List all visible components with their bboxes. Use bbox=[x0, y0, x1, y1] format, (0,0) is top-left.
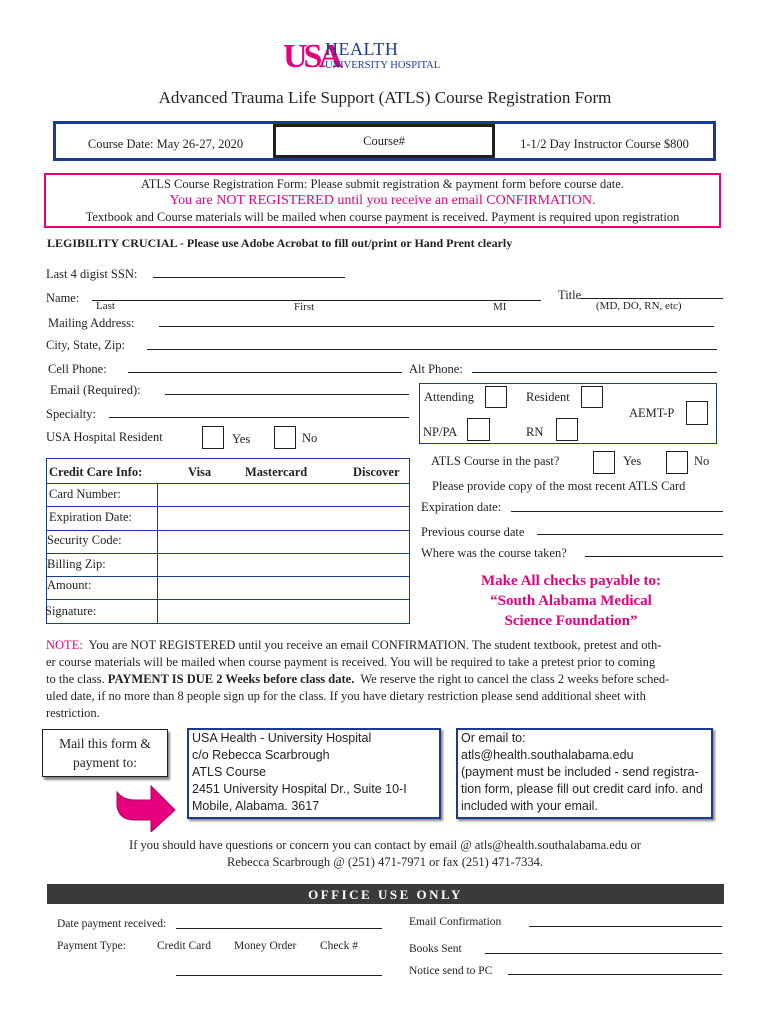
past-course-yes-label: Yes bbox=[623, 454, 642, 468]
billing-zip-label: Billing Zip: bbox=[47, 557, 106, 571]
card-type-mastercard[interactable]: Mastercard bbox=[245, 465, 308, 479]
date-received-input[interactable] bbox=[176, 928, 382, 929]
note-line-3c: We reserve the right to cancel the class 2 weeks before sched- bbox=[360, 672, 670, 686]
note-line-2: er course materials will be mailed when course payment is received. You will be required to take a pretest prior to coming bbox=[46, 655, 656, 669]
past-course-no-checkbox[interactable] bbox=[666, 451, 688, 474]
checks-payable-line-2: “South Alabama Medical bbox=[490, 593, 652, 609]
page-title: Advanced Trauma Life Support (ATLS) Course Registration Form bbox=[158, 88, 612, 107]
email-box-line-4: tion form, please fill out credit card info. and bbox=[461, 782, 703, 796]
specialty-input[interactable] bbox=[109, 417, 409, 418]
email-label: Email (Required): bbox=[50, 383, 141, 397]
security-code-label: Security Code: bbox=[47, 533, 122, 547]
previous-course-date-label: Previous course date bbox=[421, 525, 525, 539]
notice-pc-input[interactable] bbox=[508, 974, 722, 975]
payment-type-credit[interactable]: Credit Card bbox=[157, 940, 211, 952]
role-aemt-label: AEMT-P bbox=[629, 406, 675, 420]
name-first-caption: First bbox=[294, 301, 315, 313]
course-number-field[interactable]: Course# bbox=[273, 124, 495, 158]
specialty-label: Specialty: bbox=[46, 407, 96, 421]
address-line-4: 2451 University Hospital Dr., Suite 10-I bbox=[192, 782, 407, 796]
contact-line-2: Rebecca Scarbrough @ (251) 471-7971 or fax (251) 471-7334. bbox=[227, 855, 543, 869]
legibility-notice: LEGIBILITY CRUCIAL - Please use Adobe Acrobat to fill out/print or Hand Prent clearly bbox=[47, 236, 513, 250]
mail-form-label-box bbox=[42, 729, 168, 777]
card-number-label: Card Number: bbox=[49, 487, 121, 501]
note-line-1: You are NOT REGISTERED until you receive an email CONFIRMATION. The student textbook, pretest and oth- bbox=[88, 638, 662, 652]
course-info-bar bbox=[53, 121, 716, 161]
mailing-address-box bbox=[187, 728, 441, 819]
amount-input[interactable] bbox=[158, 577, 409, 599]
usa-logo-mark: USA bbox=[283, 38, 340, 75]
resident-yes-label: Yes bbox=[232, 432, 251, 446]
card-type-discover[interactable]: Discover bbox=[353, 465, 400, 479]
role-np-label: NP/PA bbox=[423, 425, 458, 439]
role-selection-box bbox=[419, 383, 717, 444]
past-course-yes-checkbox[interactable] bbox=[593, 451, 615, 474]
notice-line-2: You are NOT REGISTERED until you receive an email CONFIRMATION. bbox=[169, 193, 596, 208]
ssn-label: Last 4 digist SSN: bbox=[46, 267, 138, 281]
payment-type-money-order[interactable]: Money Order bbox=[234, 940, 297, 952]
address-line-5: Mobile, Alabama. 3617 bbox=[192, 799, 320, 813]
name-mi-caption: MI bbox=[493, 301, 507, 313]
resident-no-checkbox[interactable] bbox=[274, 426, 296, 449]
note-paragraph bbox=[46, 637, 726, 722]
payment-type-check[interactable]: Check # bbox=[320, 940, 359, 952]
mail-label-line-2: payment to: bbox=[72, 755, 138, 770]
expiration-date-label: Expiration Date: bbox=[49, 510, 132, 524]
where-taken-label: Where was the course taken? bbox=[421, 546, 567, 560]
cell-phone-label: Cell Phone: bbox=[48, 362, 107, 376]
cell-phone-input[interactable] bbox=[128, 372, 402, 373]
past-course-no-label: No bbox=[694, 454, 710, 468]
notice-line-3: Textbook and Course materials will be mailed when course payment is received. Payment is required upon registration bbox=[85, 210, 680, 224]
email-confirmation-label: Email Confirmation bbox=[409, 916, 502, 928]
resident-question-label: USA Hospital Resident bbox=[46, 430, 163, 444]
mail-label-line-1: Mail this form & bbox=[59, 736, 151, 751]
address-line-3: ATLS Course bbox=[192, 765, 267, 779]
email-box-line-5: included with your email. bbox=[461, 799, 598, 813]
signature-label: Signature: bbox=[45, 604, 97, 618]
date-received-label: Date payment received: bbox=[57, 918, 167, 930]
email-submission-box bbox=[456, 728, 713, 819]
note-line-3a: to the class. bbox=[46, 672, 105, 686]
contact-line-1: If you should have questions or concern you can contact by email @ atls@health.southalabama.edu or bbox=[129, 838, 641, 852]
card-type-visa[interactable]: Visa bbox=[188, 465, 212, 479]
note-label: NOTE: bbox=[46, 638, 83, 652]
amount-label: Amount: bbox=[47, 578, 92, 592]
security-code-input[interactable] bbox=[158, 531, 409, 553]
books-sent-label: Books Sent bbox=[409, 943, 462, 955]
logo-health-text: HEALTH bbox=[325, 39, 399, 59]
office-use-header: OFFICE USE ONLY bbox=[47, 884, 724, 904]
name-input[interactable] bbox=[92, 300, 541, 301]
name-last-caption: Last bbox=[96, 300, 115, 312]
where-taken-input[interactable] bbox=[585, 556, 723, 557]
email-confirmation-input[interactable] bbox=[529, 926, 722, 927]
email-box-address[interactable]: atls@health.southalabama.edu bbox=[461, 748, 634, 762]
signature-input[interactable] bbox=[158, 600, 409, 622]
role-aemt-checkbox[interactable] bbox=[686, 401, 708, 425]
role-attending-checkbox[interactable] bbox=[485, 386, 507, 408]
course-type: 1-1/2 Day Instructor Course $800 bbox=[520, 136, 689, 151]
alt-phone-label: Alt Phone: bbox=[409, 362, 463, 376]
note-line-5: restriction. bbox=[46, 706, 100, 720]
role-attending-label: Attending bbox=[424, 390, 474, 404]
mailing-address-label: Mailing Address: bbox=[48, 316, 135, 330]
checks-payable-line-3: Science Foundation” bbox=[504, 613, 638, 629]
past-course-question: ATLS Course in the past? bbox=[431, 454, 560, 468]
credit-card-table bbox=[46, 458, 410, 624]
card-number-input[interactable] bbox=[158, 484, 409, 506]
email-box-line-3: (payment must be included - send registra- bbox=[461, 765, 699, 779]
note-line-3b: PAYMENT IS DUE 2 Weeks before class date. bbox=[107, 672, 355, 686]
check-number-input[interactable] bbox=[176, 975, 382, 976]
notice-pc-label: Notice send to PC bbox=[409, 965, 493, 977]
payment-type-label: Payment Type: bbox=[57, 940, 126, 952]
resident-no-label: No bbox=[302, 431, 318, 445]
title-input[interactable] bbox=[580, 298, 723, 299]
note-line-4: uled date, if no more than 8 people sign up for the class. If you have dietary restriction please send additional sheet with bbox=[46, 689, 646, 703]
address-line-2: c/o Rebecca Scarbrough bbox=[192, 748, 330, 762]
billing-zip-input[interactable] bbox=[158, 554, 409, 576]
previous-course-date-input[interactable] bbox=[537, 534, 723, 535]
mailing-address-input[interactable] bbox=[159, 326, 714, 327]
email-input[interactable] bbox=[165, 394, 409, 395]
ssn-input[interactable] bbox=[153, 277, 345, 278]
role-rn-checkbox[interactable] bbox=[556, 418, 578, 441]
title-label: Title bbox=[558, 288, 582, 302]
checks-payable-line-1: Make All checks payable to: bbox=[481, 573, 661, 589]
email-box-line-1: Or email to: bbox=[461, 731, 526, 745]
city-state-zip-input[interactable] bbox=[147, 349, 717, 350]
registration-notice bbox=[44, 173, 721, 228]
role-resident-checkbox[interactable] bbox=[581, 386, 603, 408]
expiration-date-input[interactable] bbox=[158, 507, 409, 530]
role-resident-label: Resident bbox=[526, 390, 570, 404]
address-line-1: USA Health - University Hospital bbox=[192, 731, 372, 745]
alt-phone-input[interactable] bbox=[472, 372, 717, 373]
logo-hospital-text: UNIVERSITY HOSPITAL bbox=[325, 60, 441, 71]
credit-card-header: Credit Care Info: bbox=[49, 465, 143, 479]
past-expiration-label: Expiration date: bbox=[421, 500, 502, 514]
name-label: Name: bbox=[46, 291, 80, 305]
course-date: Course Date: May 26-27, 2020 bbox=[87, 136, 244, 151]
role-rn-label: RN bbox=[526, 425, 544, 439]
pink-right-arrow-icon bbox=[113, 778, 177, 832]
role-np-checkbox[interactable] bbox=[467, 418, 490, 441]
books-sent-input[interactable] bbox=[485, 953, 722, 954]
atls-card-copy-text: Please provide copy of the most recent ATLS Card bbox=[432, 479, 686, 493]
notice-line-1: ATLS Course Registration Form: Please submit registration & payment form before course date. bbox=[141, 177, 624, 191]
city-state-zip-label: City, State, Zip: bbox=[46, 338, 126, 352]
resident-yes-checkbox[interactable] bbox=[202, 426, 224, 449]
title-hint: (MD, DO, RN, etc) bbox=[596, 300, 682, 312]
past-expiration-input[interactable] bbox=[511, 511, 723, 512]
